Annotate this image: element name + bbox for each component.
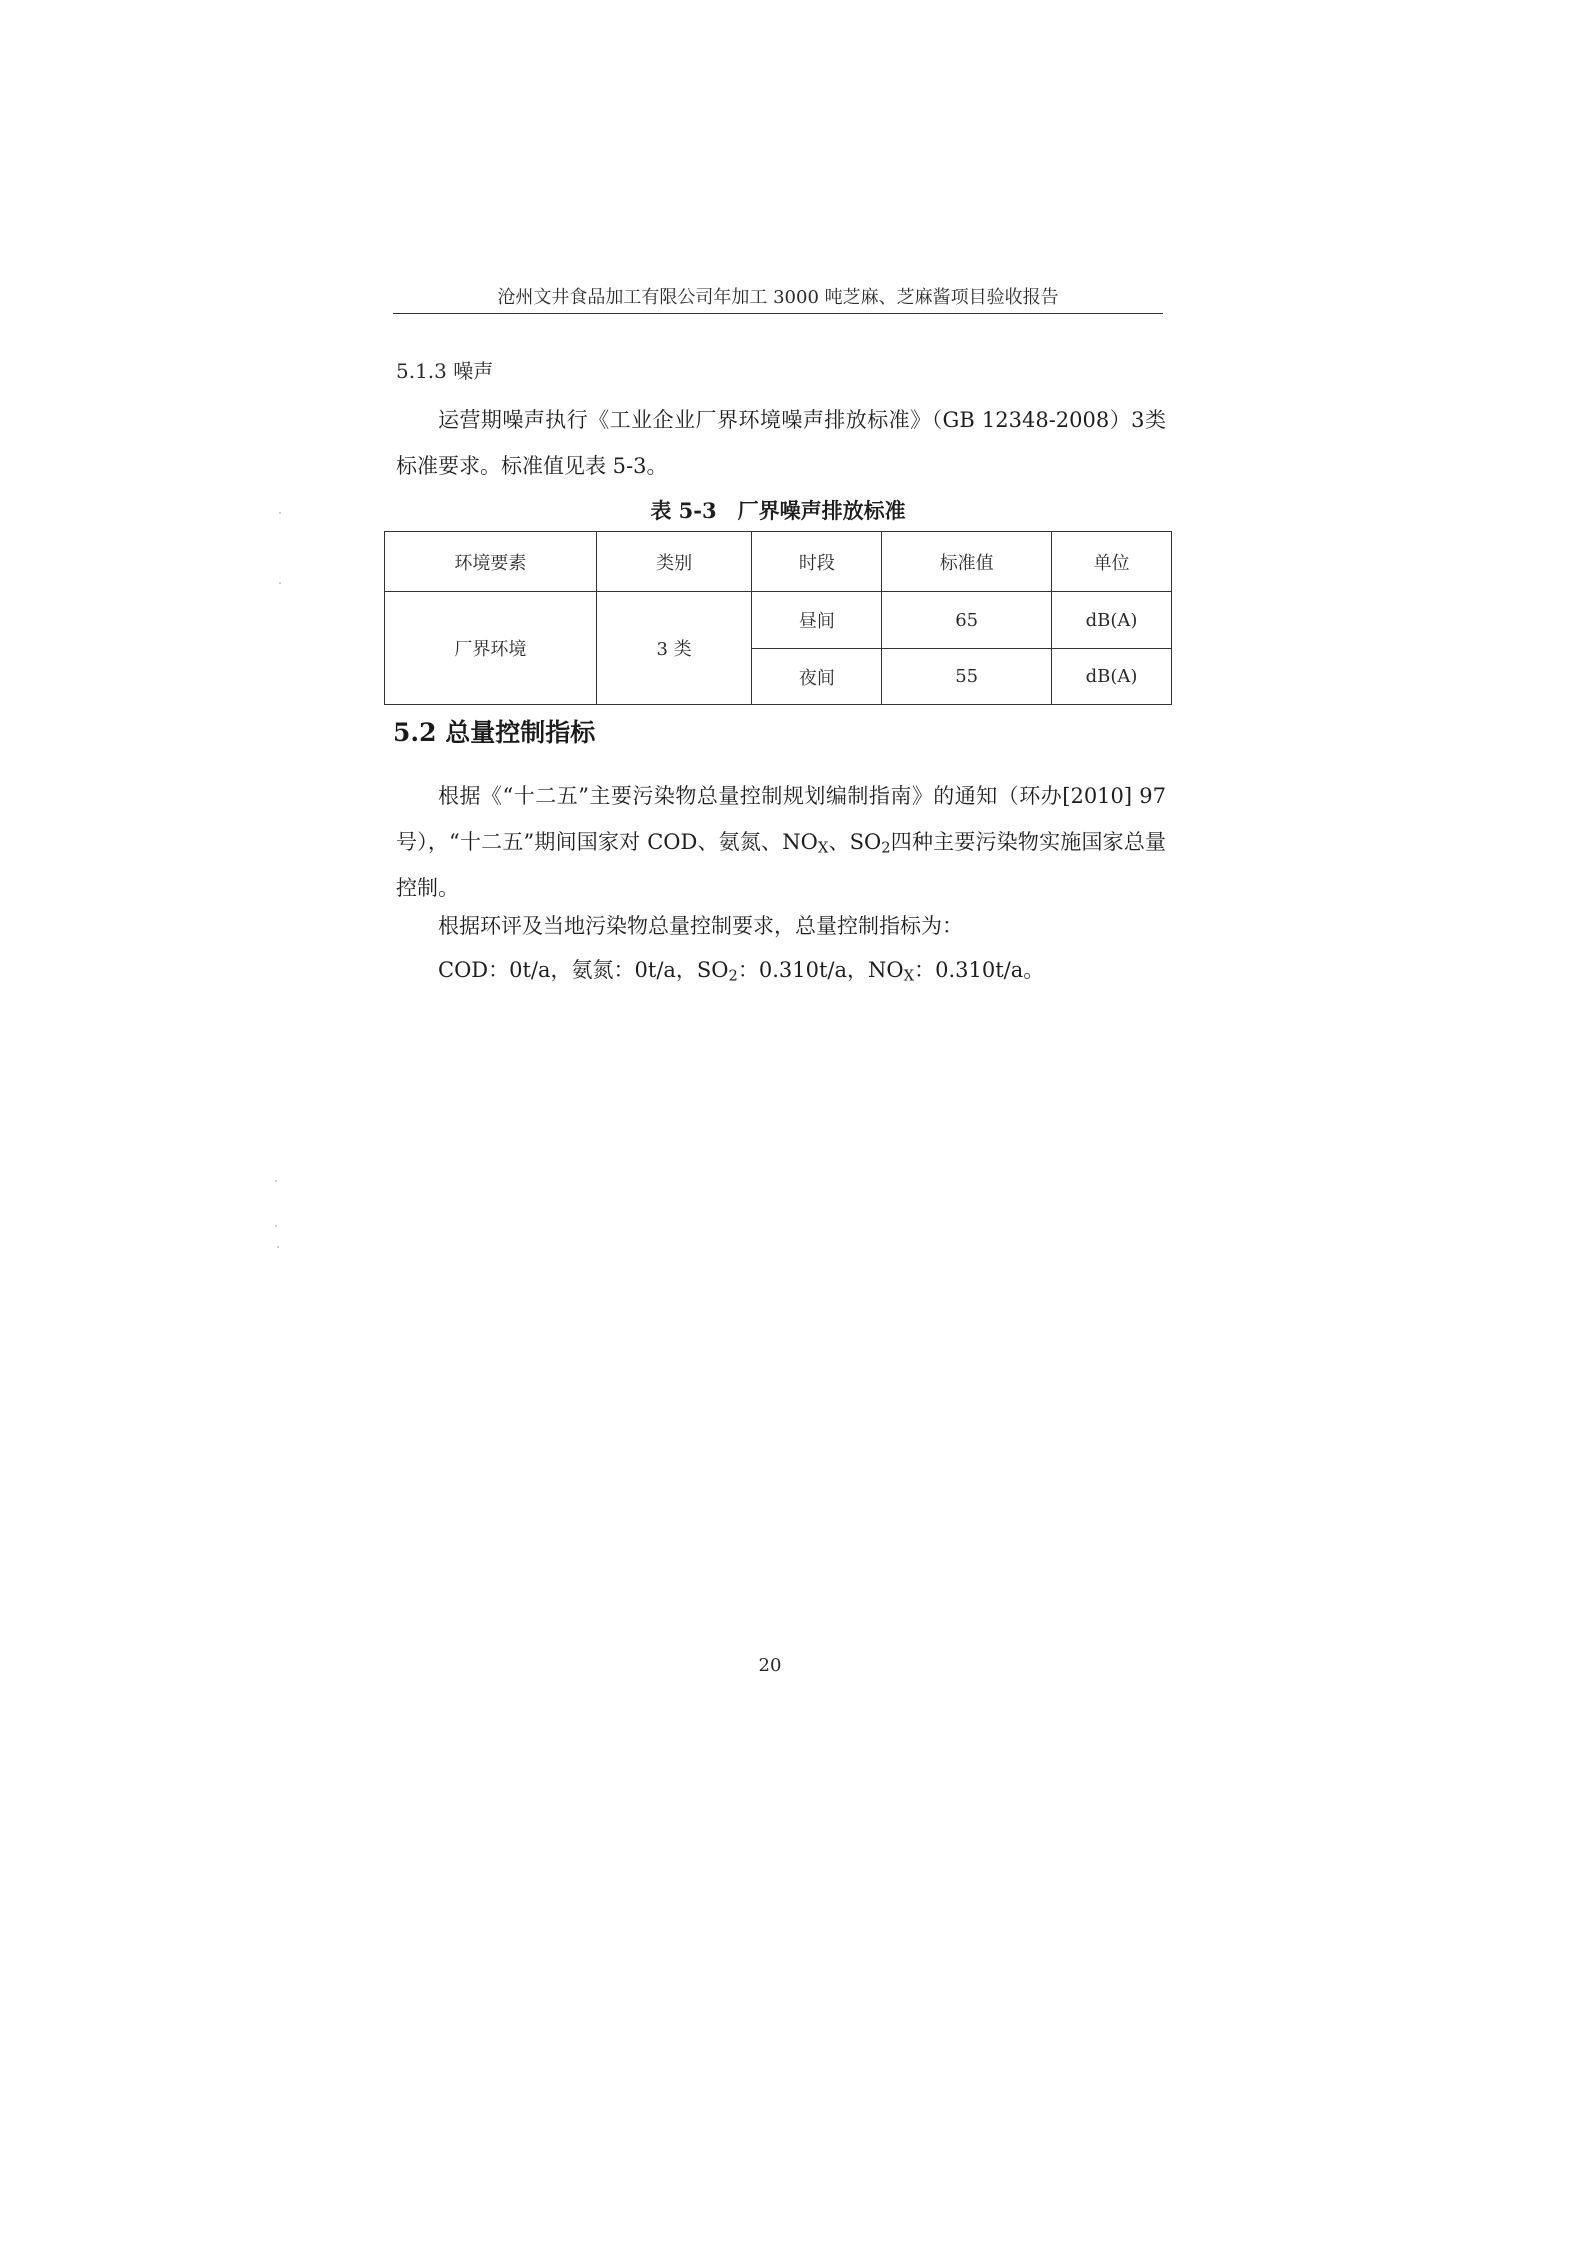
scan-speck <box>275 1225 277 1227</box>
subscript: X <box>903 967 915 985</box>
scan-speck <box>279 512 281 514</box>
text-run: 根据《“十二五”主要污染物总量控制规划编制指南》的通知（环办[2010] 97号），“十二五”期间国家对 COD、氨氮、NO <box>396 784 1166 854</box>
header-divider <box>393 313 1163 314</box>
unit-cell: dB(A) <box>1052 592 1172 649</box>
unit-cell: dB(A) <box>1052 649 1172 705</box>
standard-value-cell: 55 <box>882 649 1052 705</box>
table-header-cell: 类别 <box>596 532 752 592</box>
table-header-cell: 标准值 <box>882 532 1052 592</box>
subscript: X <box>817 839 829 857</box>
text-run: ：0.310t/a。 <box>914 958 1045 982</box>
text-run: ：0.310t/a，NO <box>737 958 904 982</box>
section-heading-total-control: 5.2 总量控制指标 <box>393 718 596 747</box>
table-header-row <box>385 532 1172 592</box>
table-header-cell: 时段 <box>752 532 882 592</box>
subsection-heading-noise: 5.1.3 噪声 <box>396 359 494 383</box>
table-header-cell: 单位 <box>1052 532 1172 592</box>
document-header: 沧州文井食品加工有限公司年加工 3000 吨芝麻、芝麻酱项目验收报告 <box>497 287 1059 308</box>
total-control-paragraph <box>396 773 1166 911</box>
table-caption: 表 5-3 厂界噪声排放标准 <box>650 498 906 523</box>
noise-standard-paragraph: 运营期噪声执行《工业企业厂界环境噪声排放标准》（GB 12348-2008）3类标准要求。标准值见表 5-3。 <box>396 408 1166 478</box>
scan-speck <box>277 1246 279 1248</box>
period-cell: 夜间 <box>752 649 882 705</box>
text-run: 、SO <box>828 830 882 854</box>
subscript: 2 <box>728 967 738 985</box>
scan-speck <box>279 582 281 584</box>
text-run: 四种主要污染物实施国家总量控制。 <box>396 830 1166 900</box>
scan-speck <box>275 1180 277 1182</box>
environment-element-cell: 厂界环境 <box>385 592 597 705</box>
subscript: 2 <box>881 839 891 857</box>
page-number: 20 <box>758 1655 782 1676</box>
category-cell: 3 类 <box>596 592 752 705</box>
control-requirement-paragraph: 根据环评及当地污染物总量控制要求，总量控制指标为： <box>438 914 963 938</box>
control-indicators-paragraph <box>396 947 1166 993</box>
standard-value-cell: 65 <box>882 592 1052 649</box>
table-row <box>385 592 1172 649</box>
text-run: COD：0t/a，氨氮：0t/a，SO <box>438 958 729 982</box>
table-header-cell: 环境要素 <box>385 532 597 592</box>
noise-standard-table <box>384 531 1172 705</box>
period-cell: 昼间 <box>752 592 882 649</box>
